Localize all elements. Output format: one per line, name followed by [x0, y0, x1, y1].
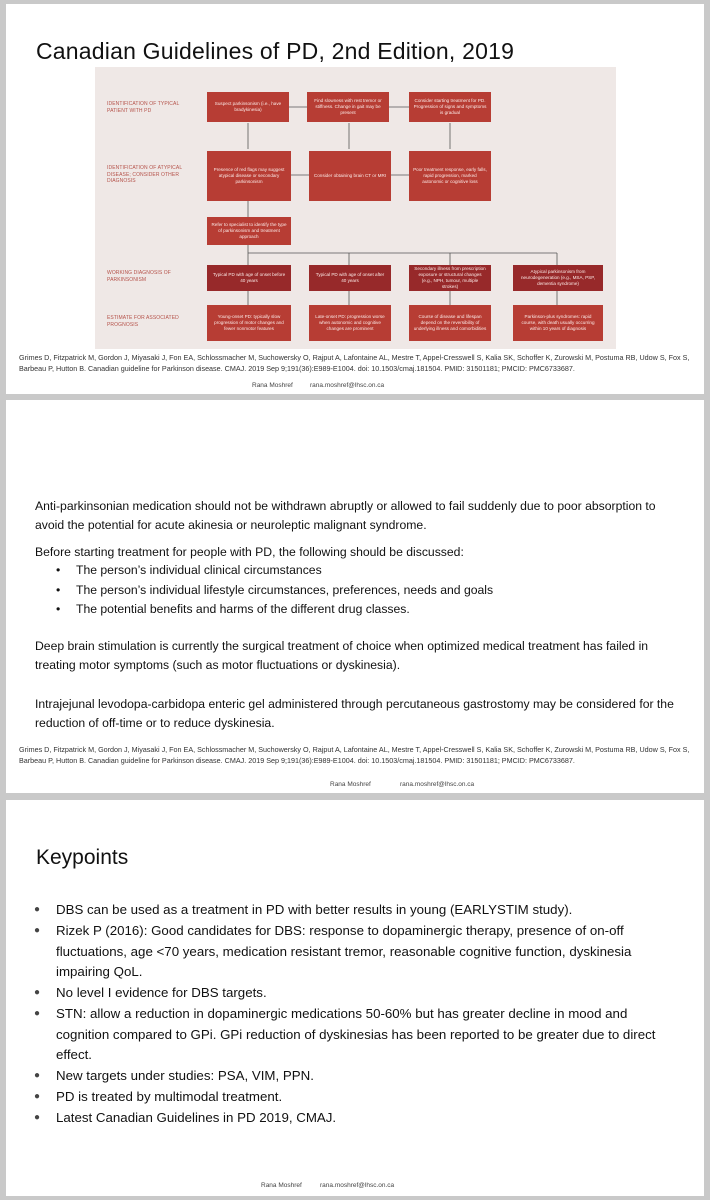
box-brain-imaging: Consider obtaining brain CT or MRI — [309, 151, 391, 201]
list-item: • The potential benefits and harms of the different drug classes. — [56, 600, 493, 620]
flowchart-figure — [95, 67, 616, 349]
list-item: ● PD is treated by multimodal treatment. — [34, 1087, 684, 1108]
list-item: • The person’s individual clinical circumstances — [56, 561, 493, 581]
box-late-onset: Late-onset PD: progression worse when autonomic and cognitive changes are prominent — [309, 305, 391, 341]
paragraph-discussion-intro: Before starting treatment for people with PD, the following should be discussed: — [35, 545, 464, 559]
box-parkinson-plus: Parkinson-plus syndromes: rapid course, with death usually occurring within 10 years of diagnosis — [513, 305, 603, 341]
box-red-flags: Presence of red flags may suggest atypical disease or secondary parkinsonism — [207, 151, 291, 201]
slide-treatment-notes — [6, 400, 704, 793]
list-item: ● Rizek P (2016): Good candidates for DBS: response to dopaminergic therapy, presence of on-off fluctuations, age <70 years, medication resistant tremor, reasonable cognitive function, dyskinesia impairing QoL. — [34, 921, 684, 983]
box-young-onset: Young-onset PD: typically slow progression of motor changes and fewer nonmotor features — [207, 305, 291, 341]
footer-email: rana.moshref@lhsc.on.ca — [320, 1182, 395, 1189]
box-secondary-illness: Secondary illness from prescription exposure or structural changes (e.g., NPH, tumour, multiple strokes) — [409, 265, 491, 291]
box-find-slowness: Find slowness with rest tremor or stiffness. Change in gait may be present — [307, 92, 389, 122]
paragraph-dbs: Deep brain stimulation is currently the surgical treatment of choice when optimized medical treatment has failed in treating motor symptoms (such as motor fluctuations or dyskinesia). — [35, 639, 649, 672]
list-item: ● New targets under studies: PSA, VIM, PPN. — [34, 1066, 684, 1087]
slide-title: Keypoints — [36, 846, 129, 869]
list-item: • The person’s individual lifestyle circumstances, preferences, needs and goals — [56, 581, 493, 601]
paragraph-levodopa-gel: Intrajejunal levodopa-carbidopa enteric gel administered through percutaneous gastrostomy may be considered for the reduction of off-time or to reduce dyskinesia. — [35, 697, 674, 730]
box-course-of-disease: Course of disease and lifespan depend on the reversibility of underlying illness and comorbidities — [409, 305, 491, 341]
slide-guidelines-flowchart — [6, 4, 704, 394]
box-typical-after-40: Typical PD with age of onset after 40 years — [309, 265, 391, 291]
citation: Grimes D, Fitzpatrick M, Gordon J, Miyasaki J, Fon EA, Schlossmacher M, Suchowersky O, Rajput A, Lafontaine AL, Mestre T, Appel-Cresswell S, Kalia SK, Schoffer K, Zurowski M, Postuma RB, Udow S, Fox S, Barbeau P, Hutton B. Canadian guideline for Parkinson disease. CMAJ. 2019 Sep 9;191(36):E989-E1004. doi: 10.1503/cmaj.181504. PMID: 31501181; PMCID: PMC6733687. — [19, 353, 690, 373]
list-item: ● No level I evidence for DBS targets. — [34, 983, 684, 1004]
row-label-prognosis: ESTIMATE FOR ASSOCIATED PROGNOSIS — [107, 315, 179, 328]
paragraph-withdrawal: Anti-parkinsonian medication should not be withdrawn abruptly or allowed to fail suddenly due to poor absorption to avoid the potential for acute akinesia or neuroleptic malignant syndrome. — [35, 499, 656, 532]
keypoints-list — [34, 900, 684, 1129]
row-label-typical: IDENTIFICATION OF TYPICAL PATIENT WITH PD — [107, 101, 180, 114]
slide-title: Canadian Guidelines of PD, 2nd Edition, 2019 — [36, 38, 515, 64]
row-label-working-diagnosis: WORKING DIAGNOSIS OF PARKINSONISM — [107, 270, 171, 283]
row-label-atypical: IDENTIFICATION OF ATYPICAL DISEASE; CONSIDER OTHER DIAGNOSIS — [107, 165, 183, 184]
box-consider-treatment: Consider starting treatment for PD. Progression of signs and symptoms is gradual — [409, 92, 491, 122]
box-refer-specialist: Refer to specialist to identify the type of parkinsonism and treatment approach — [207, 217, 291, 245]
footer-name: Rana Moshref — [261, 1182, 302, 1189]
slide-keypoints — [6, 800, 704, 1196]
footer-name: Rana Moshref — [330, 781, 371, 788]
list-item: ● Latest Canadian Guidelines in PD 2019, CMAJ. — [34, 1108, 684, 1129]
list-item: ● DBS can be used as a treatment in PD with better results in young (EARLYSTIM study). — [34, 900, 684, 921]
box-suspect-parkinsonism: Suspect parkinsonism (i.e., have bradykinesia) — [207, 92, 289, 122]
footer-name: Rana Moshref — [252, 382, 293, 389]
box-atypical-parkinsonism: Atypical parkinsonism from neurodegeneration (e.g., MSA, PSP, dementia syndrome) — [513, 265, 603, 291]
list-item: ● STN: allow a reduction in dopaminergic medications 50-60% but has greater decline in mood and cognition compared to GPi. GPi reduction of dyskinesias has been reported to be greater due to direct effect. — [34, 1004, 684, 1066]
footer-email: rana.moshref@lhsc.on.ca — [400, 781, 475, 788]
citation: Grimes D, Fitzpatrick M, Gordon J, Miyasaki J, Fon EA, Schlossmacher M, Suchowersky O, Rajput A, Lafontaine AL, Mestre T, Appel-Cresswell S, Kalia SK, Schoffer K, Zurowski M, Postuma RB, Udow S, Fox S, Barbeau P, Hutton B. Canadian guideline for Parkinson disease. CMAJ. 2019 Sep 9;191(36):E989-E1004. doi: 10.1503/cmaj.181504. PMID: 31501181; PMCID: PMC6733687. — [19, 745, 690, 765]
box-typical-before-40: Typical PD with age of onset before 40 years — [207, 265, 291, 291]
footer-email: rana.moshref@lhsc.on.ca — [310, 382, 385, 389]
discussion-list — [56, 561, 493, 620]
box-poor-response: Poor treatment response, early falls, rapid progression, marked autonomic or cognitive loss — [409, 151, 491, 201]
